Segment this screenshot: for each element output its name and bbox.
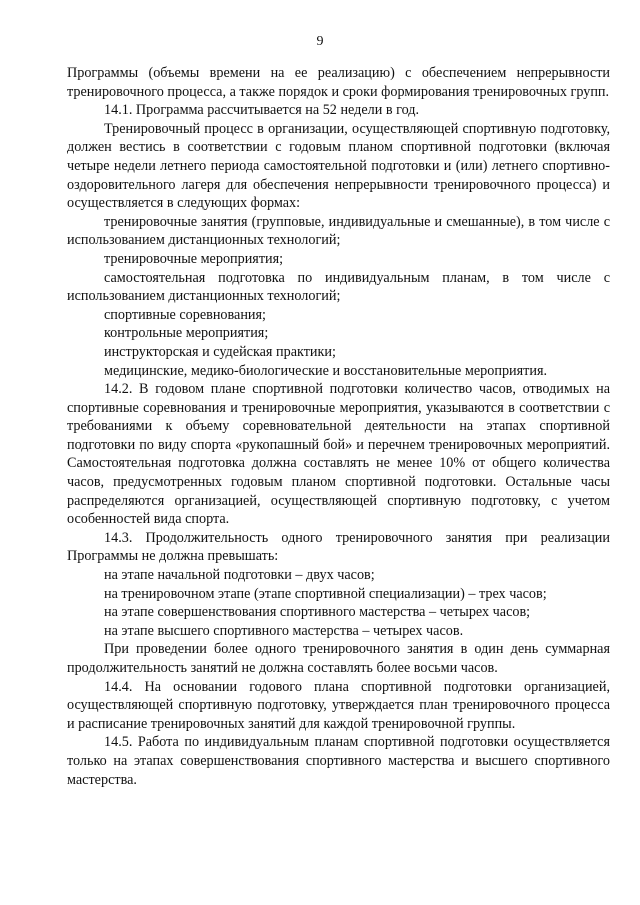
paragraph: самостоятельная подготовка по индивидуальным планам, в том числе с использованием дистанционных технологий; xyxy=(67,269,610,305)
paragraph: инструкторская и судейская практики; xyxy=(104,343,336,360)
paragraph: тренировочные занятия (групповые, индивидуальные и смешанные), в том числе с использованием дистанционных технологий; xyxy=(67,213,610,249)
paragraph: 14.5. Работа по индивидуальным планам спортивной подготовки осуществляется только на этапах совершенствования спортивного мастерства и высшего спортивного мастерства. xyxy=(67,734,610,788)
paragraph: на тренировочном этапе (этапе спортивной специализации) – трех часов; xyxy=(104,585,547,602)
paragraph: на этапе высшего спортивного мастерства – четырех часов. xyxy=(104,622,464,639)
page-number: 9 xyxy=(316,34,324,49)
paragraph: 14.1. Программа рассчитывается на 52 недели в год. xyxy=(104,102,420,119)
paragraph: 14.2. В годовом плане спортивной подготовки количество часов, отводимых на спортивные соревнования и тренировочные мероприятия, указываются в соответствии с требованиями к объему соревновательной деятельности на этапах спортивной подготовки по виду спорта «рукопашный бой» и перечнем тренировочных мероприятий. Самостоятельная подготовка должна составлять не менее 10% от общего количества часов, предусмотренных годовым планом спортивной подготовки. Остальные часы распределяются организацией, осуществляющей спортивную подготовку, с учетом особенностей вида спорта. xyxy=(67,381,610,528)
paragraph: 14.4. На основании годового плана спортивной подготовки организацией, осуществляющей спортивную подготовку, утверждается план тренировочного процесса и расписание тренировочных занятий для каждой тренировочной группы. xyxy=(67,678,610,732)
paragraph: тренировочные мероприятия; xyxy=(104,250,284,267)
paragraph: контрольные мероприятия; xyxy=(104,325,269,342)
paragraph: медицинские, медико-биологические и восстановительные мероприятия. xyxy=(104,362,548,379)
paragraph: Тренировочный процесс в организации, осуществляющей спортивную подготовку, должен вестись в соответствии с годовым планом спортивной подготовки (включая четыре недели летнего периода самостоятельной подготовки и (или) летнего спортивно-оздоровительного лагеря для обеспечения непрерывности тренировочного процесса) и осуществляется в следующих формах: xyxy=(67,120,610,212)
paragraph: спортивные соревнования; xyxy=(104,306,266,323)
paragraph: 14.3. Продолжительность одного тренировочного занятия при реализации Программы не должна превышать: xyxy=(67,529,610,565)
paragraph: При проведении более одного тренировочного занятия в один день суммарная продолжительность занятий не должна составлять более восьми часов. xyxy=(67,641,610,676)
paragraph: на этапе начальной подготовки – двух часов; xyxy=(104,567,375,584)
paragraph: на этапе совершенствования спортивного мастерства – четырех часов; xyxy=(104,604,531,621)
paragraph: Программы (объемы времени на ее реализацию) с обеспечением непрерывности тренировочного процесса, а также порядок и сроки формирования тренировочных групп. xyxy=(67,65,610,100)
document-body xyxy=(67,64,610,789)
